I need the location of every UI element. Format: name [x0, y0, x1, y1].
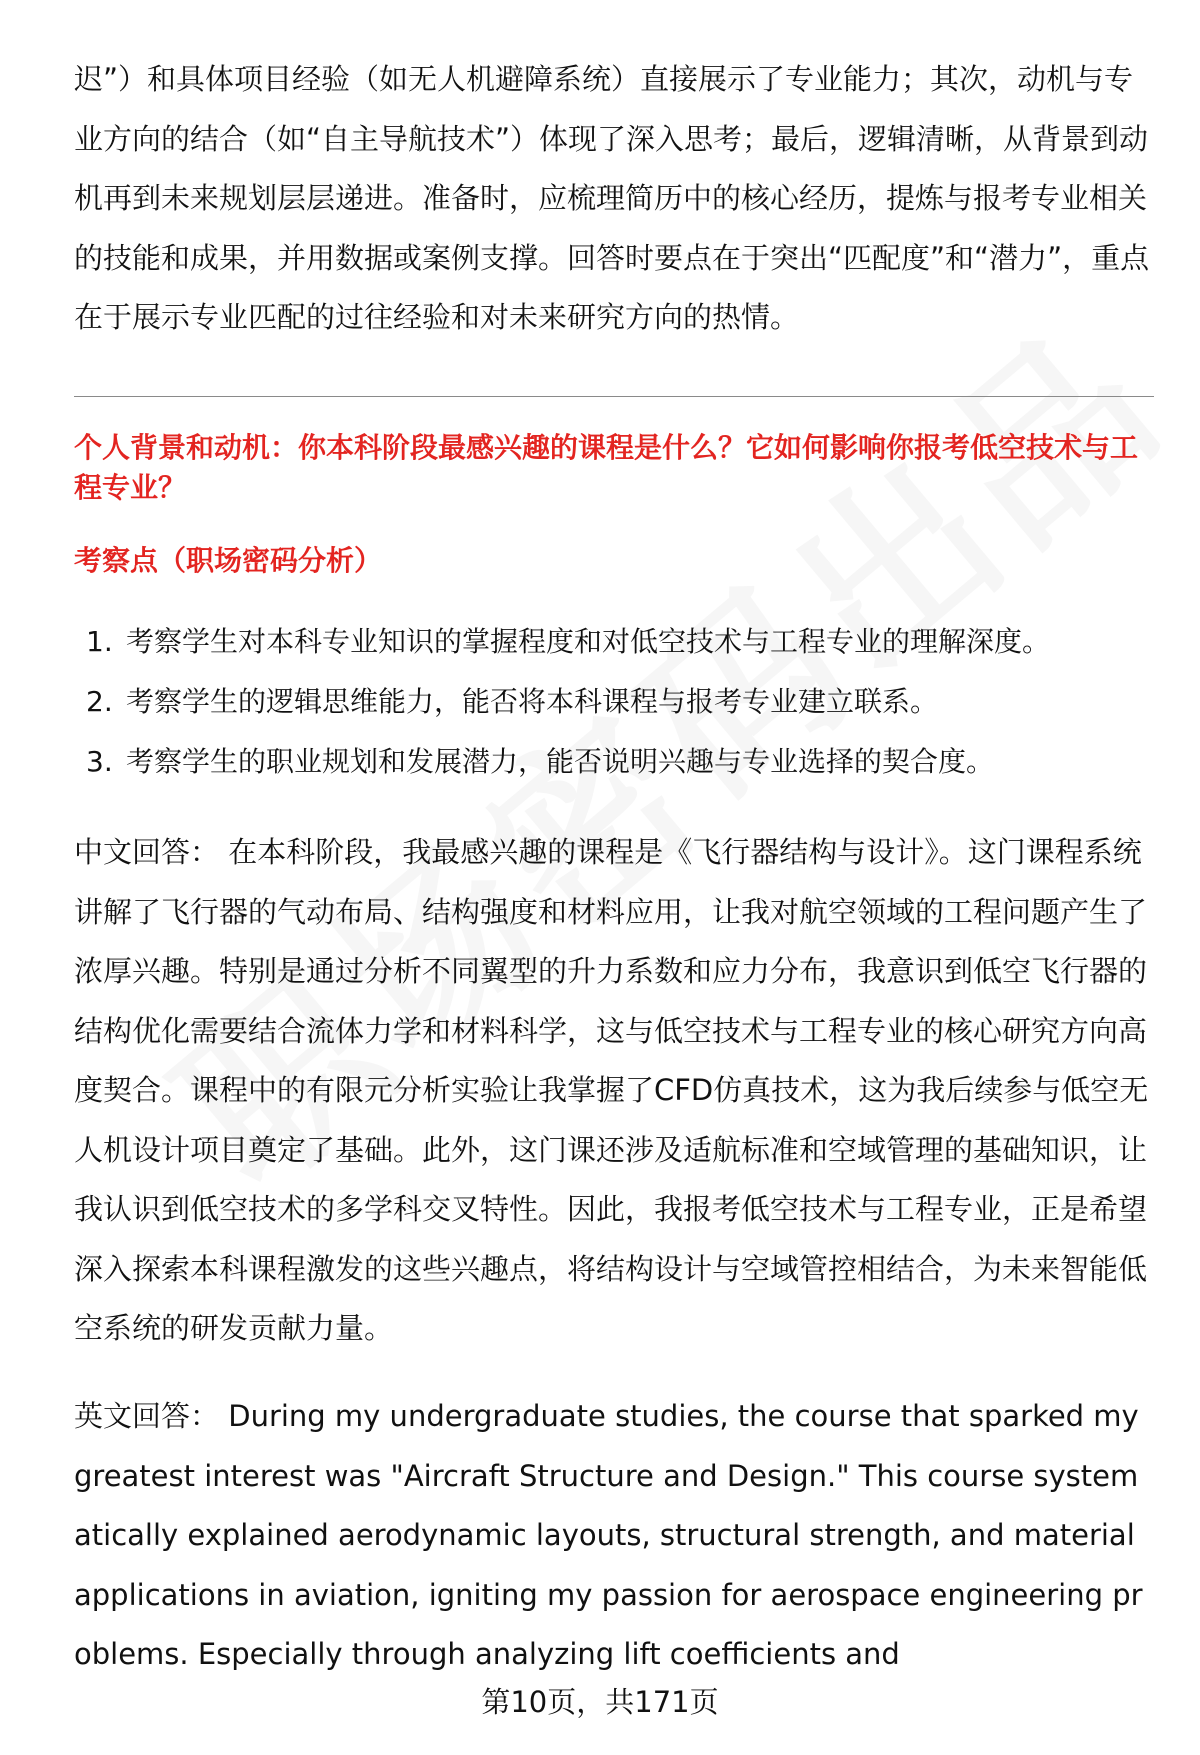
- page-number: 第10页，共171页: [481, 1685, 719, 1719]
- exam-point-item: [74, 732, 1154, 792]
- question-heading: 个人背景和动机：你本科阶段最感兴趣的课程是什么？它如何影响你报考低空技术与工程专业？: [74, 431, 1139, 504]
- exam-point-item: [74, 612, 1154, 672]
- chinese-answer-label: 中文回答：: [74, 835, 220, 869]
- exam-point-number: 1.: [86, 625, 113, 658]
- exam-point-item: [74, 672, 1154, 732]
- chinese-answer-text: 在本科阶段，我最感兴趣的课程是《飞行器结构与设计》。这门课程系统讲解了飞行器的气动布局、结构强度和材料应用，让我对航空领域的工程问题产生了浓厚兴趣。特别是通过分析不同翼型的升力系数和应力分布，我意识到低空飞行器的结构优化需要结合流体力学和材料科学，这与低空技术与工程专业的核心研究方向高度契合。课程中的有限元分析实验让我掌握了CFD仿真技术，这为我后续参与低空无人机设计项目奠定了基础。此外，这门课还涉及适航标准和空域管理的基础知识，让我认识到低空技术的多学科交叉特性。因此，我报考低空技术与工程专业，正是希望深入探索本科课程激发的这些兴趣点，将结构设计与空域管控相结合，为未来智能低空系统的研发贡献力量。: [74, 835, 1149, 1345]
- exam-point-text: 考察学生对本科专业知识的掌握程度和对低空技术与工程专业的理解深度。: [126, 625, 1051, 658]
- english-answer-text: During my undergraduate studies, the course that sparked my greatest interest was "Aircraft Structure and Design." This course systematically explained aerodynamic layouts, structural strength, and material applications in aviation, igniting my passion for aerospace engineering problems. Especially through analyzing lift coefficients and: [74, 1399, 1148, 1671]
- intro-paragraph: 迟”）和具体项目经验（如无人机避障系统）直接展示了专业能力；其次，动机与专业方向的结合（如“自主导航技术”）体现了深入思考；最后，逻辑清晰，从背景到动机再到未来规划层层递进。准备时，应梳理简历中的核心经历，提炼与报考专业相关的技能和成果，并用数据或案例支撑。回答时要点在于突出“匹配度”和“潜力”，重点在于展示专业匹配的过往经验和对未来研究方向的热情。: [74, 62, 1150, 334]
- exam-points-list: [74, 612, 1154, 792]
- english-answer: [74, 1387, 1154, 1685]
- exam-point-number: 3.: [86, 745, 113, 778]
- english-answer-label: 英文回答：: [74, 1399, 220, 1433]
- exam-point-number: 2.: [86, 685, 113, 718]
- section-divider: [74, 396, 1154, 397]
- exam-point-text: 考察学生的职业规划和发展潜力，能否说明兴趣与专业选择的契合度。: [126, 745, 995, 778]
- exam-point-text: 考察学生的逻辑思维能力，能否将本科课程与报考专业建立联系。: [126, 685, 939, 718]
- chinese-answer: [74, 823, 1154, 1359]
- exam-points-heading: 考察点（职场密码分析）: [74, 544, 383, 577]
